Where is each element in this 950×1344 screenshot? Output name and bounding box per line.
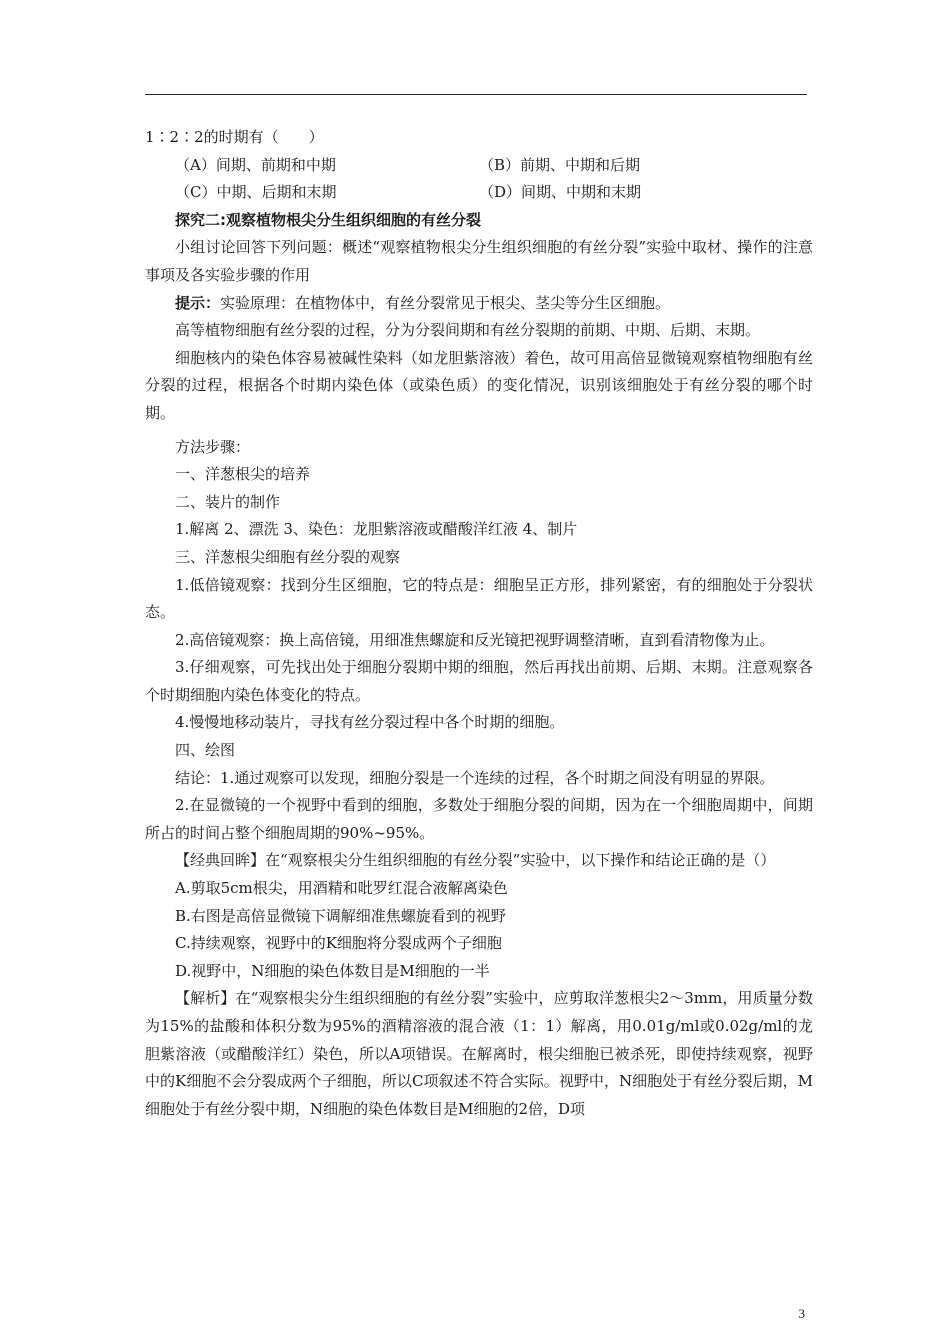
analysis-paragraph — [145, 985, 813, 1123]
classic-label: 【经典回眸】 — [175, 851, 266, 870]
option-c: （C）中期、后期和末期 — [175, 183, 337, 202]
question-tail: 1∶2∶2的时期有（ ） — [145, 128, 324, 146]
hint-paragraph — [145, 290, 813, 318]
option-d: （D）间期、中期和末期 — [479, 183, 642, 202]
hint-label: 提示： — [175, 293, 221, 312]
conclusion-2: 2.在显微镜的一个视野中看到的细胞，多数处于细胞分裂的间期，因为在一个细胞周期中，间期所占的时间占整个细胞周期的90%~95%。 — [145, 796, 813, 842]
page-number: 3 — [798, 1306, 805, 1321]
method-label: 方法步骤： — [175, 437, 251, 456]
observation-2: 2.高倍镜观察：换上高倍镜，用细准焦螺旋和反光镜把视野调整清晰，直到看清物像为止。 — [175, 630, 775, 649]
option-a: （A）间期、前期和中期 — [175, 155, 336, 174]
section-heading: 探究二:观察植物根尖分生组织细胞的有丝分裂 — [175, 210, 482, 229]
principle-paragraph-3: 细胞核内的染色体容易被碱性染料（如龙胆紫溶液）着色，故可用高倍显微镜观察植物细胞有丝分裂的过程，根据各个时期内染色体（或染色质）的变化情况，识别该细胞处于有丝分裂的哪个时期。 — [145, 348, 813, 422]
choice-a: A.剪取5cm根尖，用酒精和吡罗红混合液解离染色 — [175, 879, 508, 898]
step-2: 二、装片的制作 — [175, 492, 281, 511]
option-b: （B）前期、中期和后期 — [479, 155, 641, 174]
choice-d: D.视野中，N细胞的染色体数目是M细胞的一半 — [175, 961, 490, 980]
principle-paragraph-2: 高等植物细胞有丝分裂的过程，分为分裂间期和有丝分裂期的前期、中期、后期、末期。 — [175, 321, 761, 340]
classic-question — [145, 847, 813, 875]
conclusion-1: 结论：1.通过观察可以发现，细胞分裂是一个连续的过程，各个时期之间没有明显的界限。 — [175, 768, 775, 787]
choice-b: B.右图是高倍显微镜下调解细准焦螺旋看到的视野 — [175, 906, 506, 925]
discussion-paragraph: 小组讨论回答下列问题：概述“观察植物根尖分生组织细胞的有丝分裂”实验中取材、操作的注意事项及各实验步骤的作用 — [145, 238, 813, 284]
page-body — [145, 124, 813, 1123]
observation-1: 1.低倍镜观察：找到分生区细胞，它的特点是：细胞呈正方形，排列紧密，有的细胞处于分裂状态。 — [145, 575, 813, 622]
analysis-text: 在“观察根尖分生组织细胞的有丝分裂”实验中，应剪取洋葱根尖2～3mm，用质量分数为15%的盐酸和体积分数为95%的酒精溶液的混合液（1：1）解离，用0.01g/ml或0.02g/ml的龙胆紫溶液（或醋酸洋红）染色，所以A项错误。在解离时，根尖细胞已被杀死，即使持续观察，视野中的K细胞不会分裂成两个子细胞，所以C项叙述不符合实际。视野中，N细胞处于有丝分裂后期，M细胞处于有丝分裂中期，N细胞的染色体数目是M细胞的2倍，D项 — [145, 989, 813, 1118]
observation-3: 3.仔细观察，可先找出处于细胞分裂期中期的细胞，然后再找出前期、后期、末期。注意观察各个时期细胞内染色体变化的特点。 — [145, 658, 813, 704]
observation-4: 4.慢慢地移动装片，寻找有丝分裂过程中各个时期的细胞。 — [175, 713, 565, 732]
step-2-detail: 1.解离 2、漂洗 3、染色：龙胆紫溶液或醋酸洋红液 4、制片 — [175, 520, 578, 539]
header-rule — [145, 94, 807, 95]
hint-text: 实验原理：在植物体中，有丝分裂常见于根尖、茎尖等分生区细胞。 — [220, 293, 671, 312]
step-3: 三、洋葱根尖细胞有丝分裂的观察 — [175, 547, 401, 566]
options-row-1 — [145, 152, 813, 180]
step-1: 一、洋葱根尖的培养 — [175, 465, 311, 484]
classic-text: 在“观察根尖分生组织细胞的有丝分裂”实验中，以下操作和结论正确的是（） — [265, 851, 776, 870]
analysis-label: 【解析】 — [175, 989, 236, 1008]
choice-c: C.持续观察，视野中的K细胞将分裂成两个子细胞 — [175, 934, 502, 953]
options-row-2 — [145, 179, 813, 207]
step-4: 四、绘图 — [175, 741, 236, 760]
